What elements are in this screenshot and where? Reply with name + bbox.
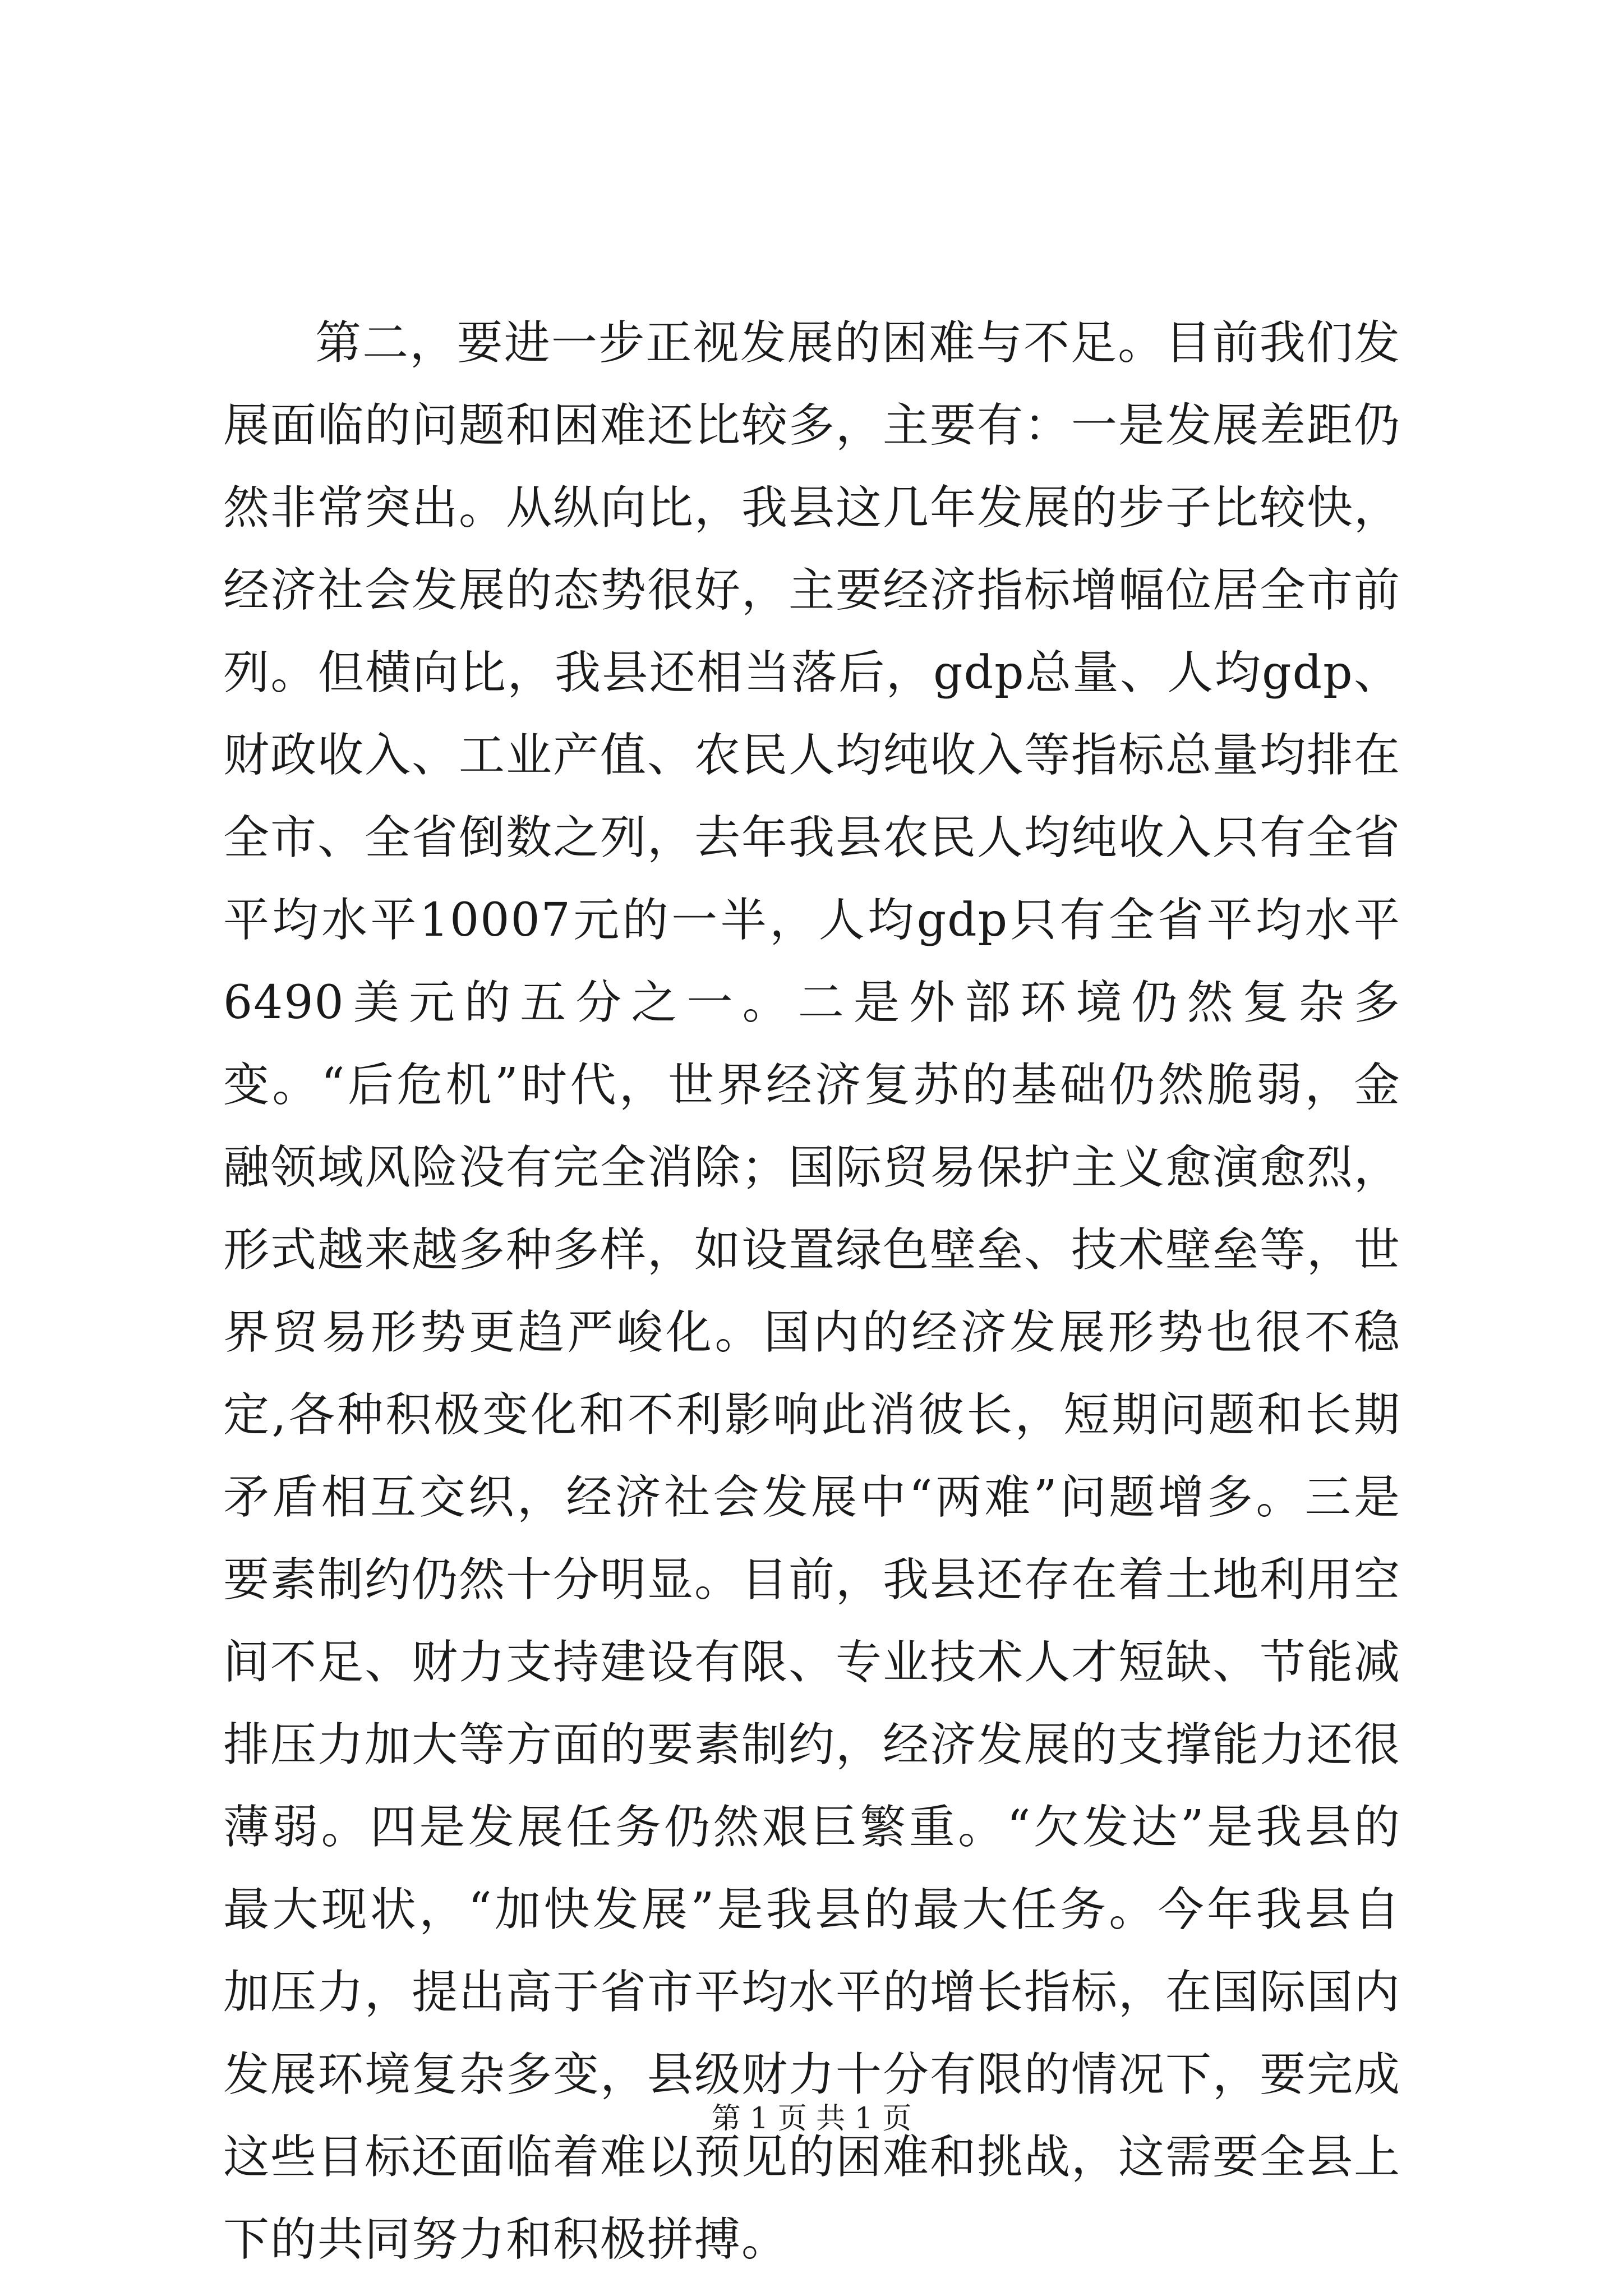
page-footer: 第 1 页 共 1 页	[711, 2102, 912, 2136]
body-paragraph: 第二，要进一步正视发展的困难与不足。目前我们发展面临的问题和困难还比较多，主要有：一是发展差距仍然非常突出。从纵向比，我县这几年发展的步子比较快，经济社会发展的态势很好，主要经济指标增幅位居全市前列。但横向比，我县还相当落后，gdp总量、人均gdp、财政收入、工业产值、农民人均纯收入等指标总量均排在全市、全省倒数之列，去年我县农民人均纯收入只有全省平均水平10007元的一半，人均gdp只有全省平均水平6490美元的五分之一。二是外部环境仍然复杂多变。“后危机”时代，世界经济复苏的基础仍然脆弱，金融领域风险没有完全消除；国际贸易保护主义愈演愈烈，形式越来越多种多样，如设置绿色壁垒、技术壁垒等，世界贸易形势更趋严峻化。国内的经济发展形势也很不稳定,各种积极变化和不利影响此消彼长，短期问题和长期矛盾相互交织，经济社会发展中“两难”问题增多。三是要素制约仍然十分明显。目前，我县还存在着土地利用空间不足、财力支持建设有限、专业技术人才短缺、节能减排压力加大等方面的要素制约，经济发展的支撑能力还很薄弱。四是发展任务仍然艰巨繁重。“欠发达”是我县的最大现状，“加快发展”是我县的最大任务。今年我县自加压力，提出高于省市平均水平的增长指标，在国际国内发展环境复杂多变，县级财力十分有限的情况下，要完成这些目标还面临着难以预见的困难和挑战，这需要全县上下的共同努力和积极拼搏。	[223, 316, 1401, 2266]
